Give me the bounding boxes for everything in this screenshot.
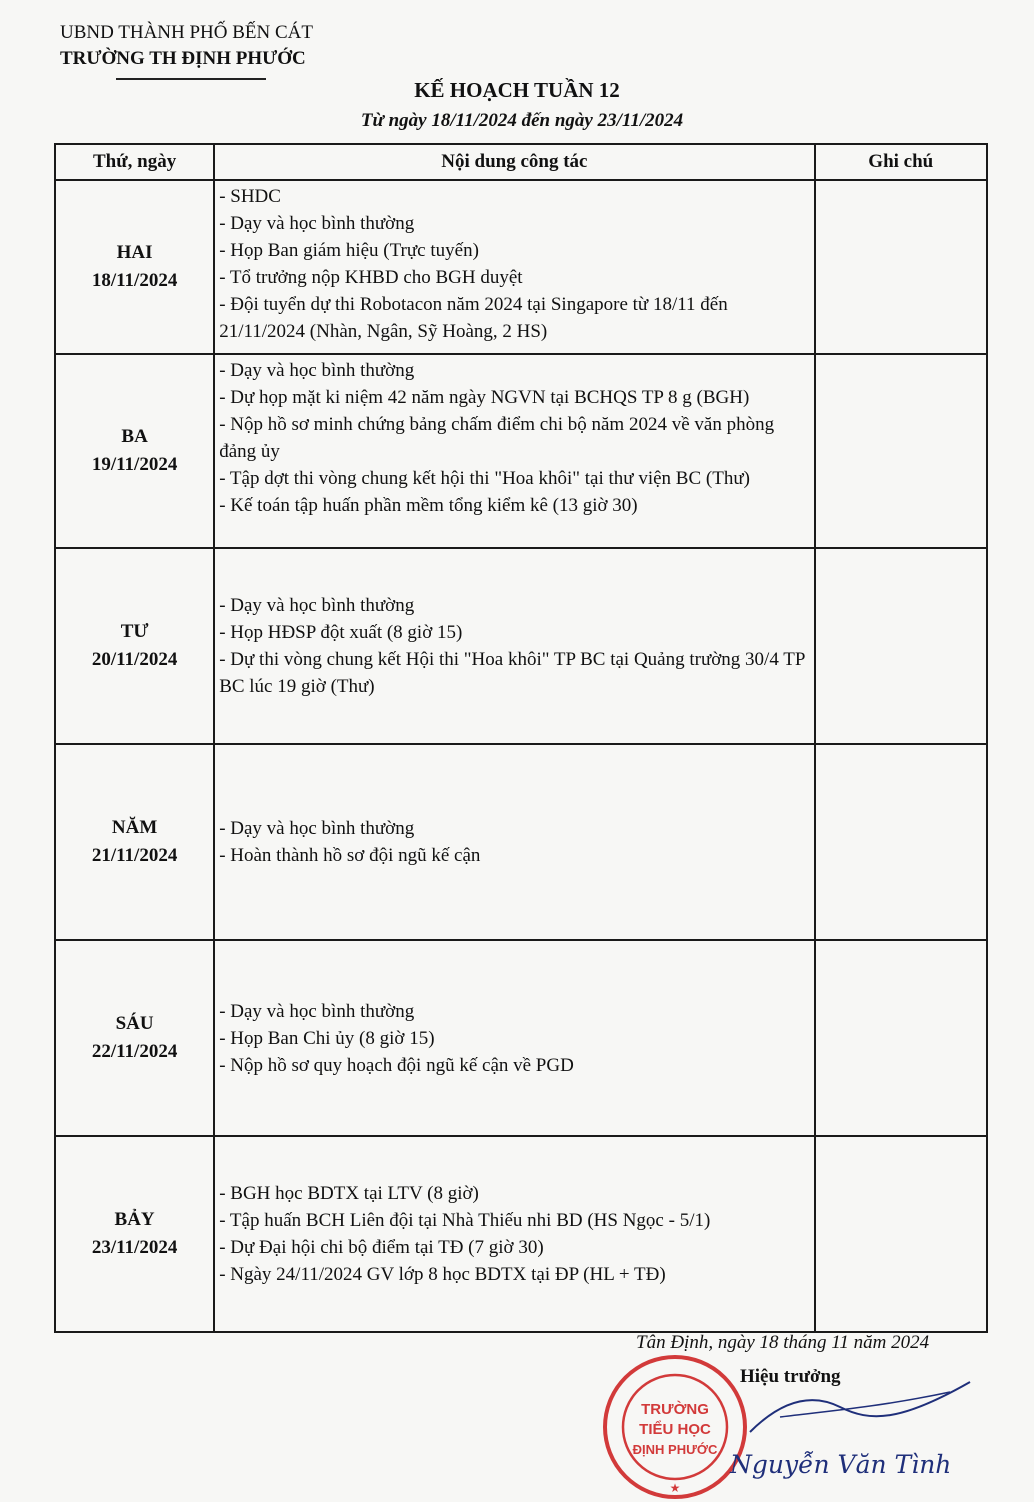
task-item: - Tập huấn BCH Liên đội tại Nhà Thiếu nhi BD (HS Ngọc - 5/1) <box>219 1210 711 1231</box>
task-item: - Dự thi vòng chung kết Hội thi "Hoa khôi" TP BC tại Quảng trường 30/4 TP BC lúc 19 giờ (Thư) <box>219 649 805 697</box>
task-item: - Dạy và học bình thường <box>219 213 415 234</box>
organization-name: UBND THÀNH PHỐ BẾN CÁT <box>60 22 313 43</box>
handwritten-signature <box>720 1362 980 1452</box>
table-row <box>55 548 987 744</box>
place-date: Tân Định, ngày 18 tháng 11 năm 2024 <box>636 1332 930 1353</box>
note-cell <box>815 548 987 744</box>
task-item: - Tập dợt thi vòng chung kết hội thi "Hoa khôi" tại thư viện BC (Thư) <box>219 468 750 489</box>
date-label: 23/11/2024 <box>91 1237 178 1258</box>
column-header-day: Thứ, ngày <box>55 144 214 180</box>
document-header <box>60 20 350 80</box>
weekly-plan-table <box>54 143 988 1333</box>
content-cell <box>214 1136 814 1332</box>
content-cell <box>214 180 814 354</box>
table-row <box>55 354 987 548</box>
date-label: 20/11/2024 <box>91 649 178 670</box>
note-cell <box>815 354 987 548</box>
task-item: - Họp HĐSP đột xuất (8 giờ 15) <box>219 622 463 643</box>
day-cell <box>55 354 214 548</box>
content-cell <box>214 548 814 744</box>
day-cell <box>55 548 214 744</box>
date-label: 18/11/2024 <box>91 270 178 291</box>
task-item: - Hoàn thành hồ sơ đội ngũ kế cận <box>219 845 481 866</box>
weekday-label: BẢY <box>114 1209 155 1230</box>
task-item: - Dạy và học bình thường <box>219 360 415 381</box>
note-cell <box>815 744 987 940</box>
task-item: - Đội tuyển dự thi Robotacon năm 2024 tại Singapore từ 18/11 đến 21/11/2024 (Nhàn, Ngân, Sỹ Hoàng, 2 HS) <box>219 294 728 342</box>
date-label: 19/11/2024 <box>91 454 178 475</box>
content-cell <box>214 940 814 1136</box>
task-item: - Dự họp mặt ki niệm 42 năm ngày NGVN tại BCHQS TP 8 g (BGH) <box>219 387 750 408</box>
date-range: Từ ngày 18/11/2024 đến ngày 23/11/2024 <box>360 110 684 131</box>
column-header-note: Ghi chú <box>815 144 987 180</box>
day-cell <box>55 1136 214 1332</box>
table-header-row <box>55 144 987 180</box>
day-cell <box>55 744 214 940</box>
stamp-text-line: ĐỊNH PHƯỚC <box>632 1442 718 1457</box>
table-row <box>55 940 987 1136</box>
task-item: - Họp Ban giám hiệu (Trực tuyến) <box>219 240 479 261</box>
stamp-text-line: TRƯỜNG <box>641 1401 709 1418</box>
table-row <box>55 744 987 940</box>
content-cell <box>214 744 814 940</box>
day-cell <box>55 180 214 354</box>
table-row <box>55 180 987 354</box>
task-item: - Tổ trưởng nộp KHBD cho BGH duyệt <box>219 267 523 288</box>
day-cell <box>55 940 214 1136</box>
content-cell <box>214 354 814 548</box>
stamp-text-line: TIỂU HỌC <box>639 1421 711 1438</box>
task-item: - Họp Ban Chi ủy (8 giờ 15) <box>219 1027 435 1049</box>
task-item: - Kế toán tập huấn phần mềm tổng kiểm kê (13 giờ 30) <box>219 495 638 516</box>
note-cell <box>815 940 987 1136</box>
school-name: TRƯỜNG TH ĐỊNH PHƯỚC <box>60 48 306 69</box>
date-label: 22/11/2024 <box>91 1041 178 1062</box>
weekday-label: TƯ <box>120 621 149 642</box>
weekday-label: HAI <box>116 242 153 263</box>
table-row <box>55 1136 987 1332</box>
task-item: - Nộp hồ sơ quy hoạch đội ngũ kế cận về PGD <box>219 1054 574 1076</box>
note-cell <box>815 1136 987 1332</box>
signer-role: Hiệu trưởng <box>740 1366 841 1387</box>
weekday-label: NĂM <box>111 817 158 838</box>
task-item: - Dạy và học bình thường <box>219 818 415 839</box>
svg-text:★: ★ <box>669 1481 681 1495</box>
task-item: - BGH học BDTX tại LTV (8 giờ) <box>219 1183 479 1204</box>
task-item: - Dạy và học bình thường <box>219 595 415 616</box>
task-item: - Ngày 24/11/2024 GV lớp 8 học BDTX tại ĐP (HL + TĐ) <box>219 1264 666 1285</box>
column-header-content: Nội dung công tác <box>214 144 814 180</box>
document-title: KẾ HOẠCH TUẦN 12 <box>414 78 620 102</box>
signature-block <box>600 1332 1020 1497</box>
date-label: 21/11/2024 <box>91 845 178 866</box>
task-item: - Dạy và học bình thường <box>219 1000 415 1022</box>
task-item: - SHDC <box>219 186 281 207</box>
signer-name: Nguyễn Văn Tình <box>730 1450 952 1479</box>
task-item: - Dự Đại hội chi bộ điểm tại TĐ (7 giờ 30) <box>219 1237 544 1258</box>
task-item: - Nộp hồ sơ minh chứng bảng chấm điểm chi bộ năm 2024 về văn phòng đảng ủy <box>219 414 775 462</box>
weekday-label: SÁU <box>115 1013 154 1034</box>
note-cell <box>815 180 987 354</box>
weekday-label: BA <box>121 426 148 447</box>
